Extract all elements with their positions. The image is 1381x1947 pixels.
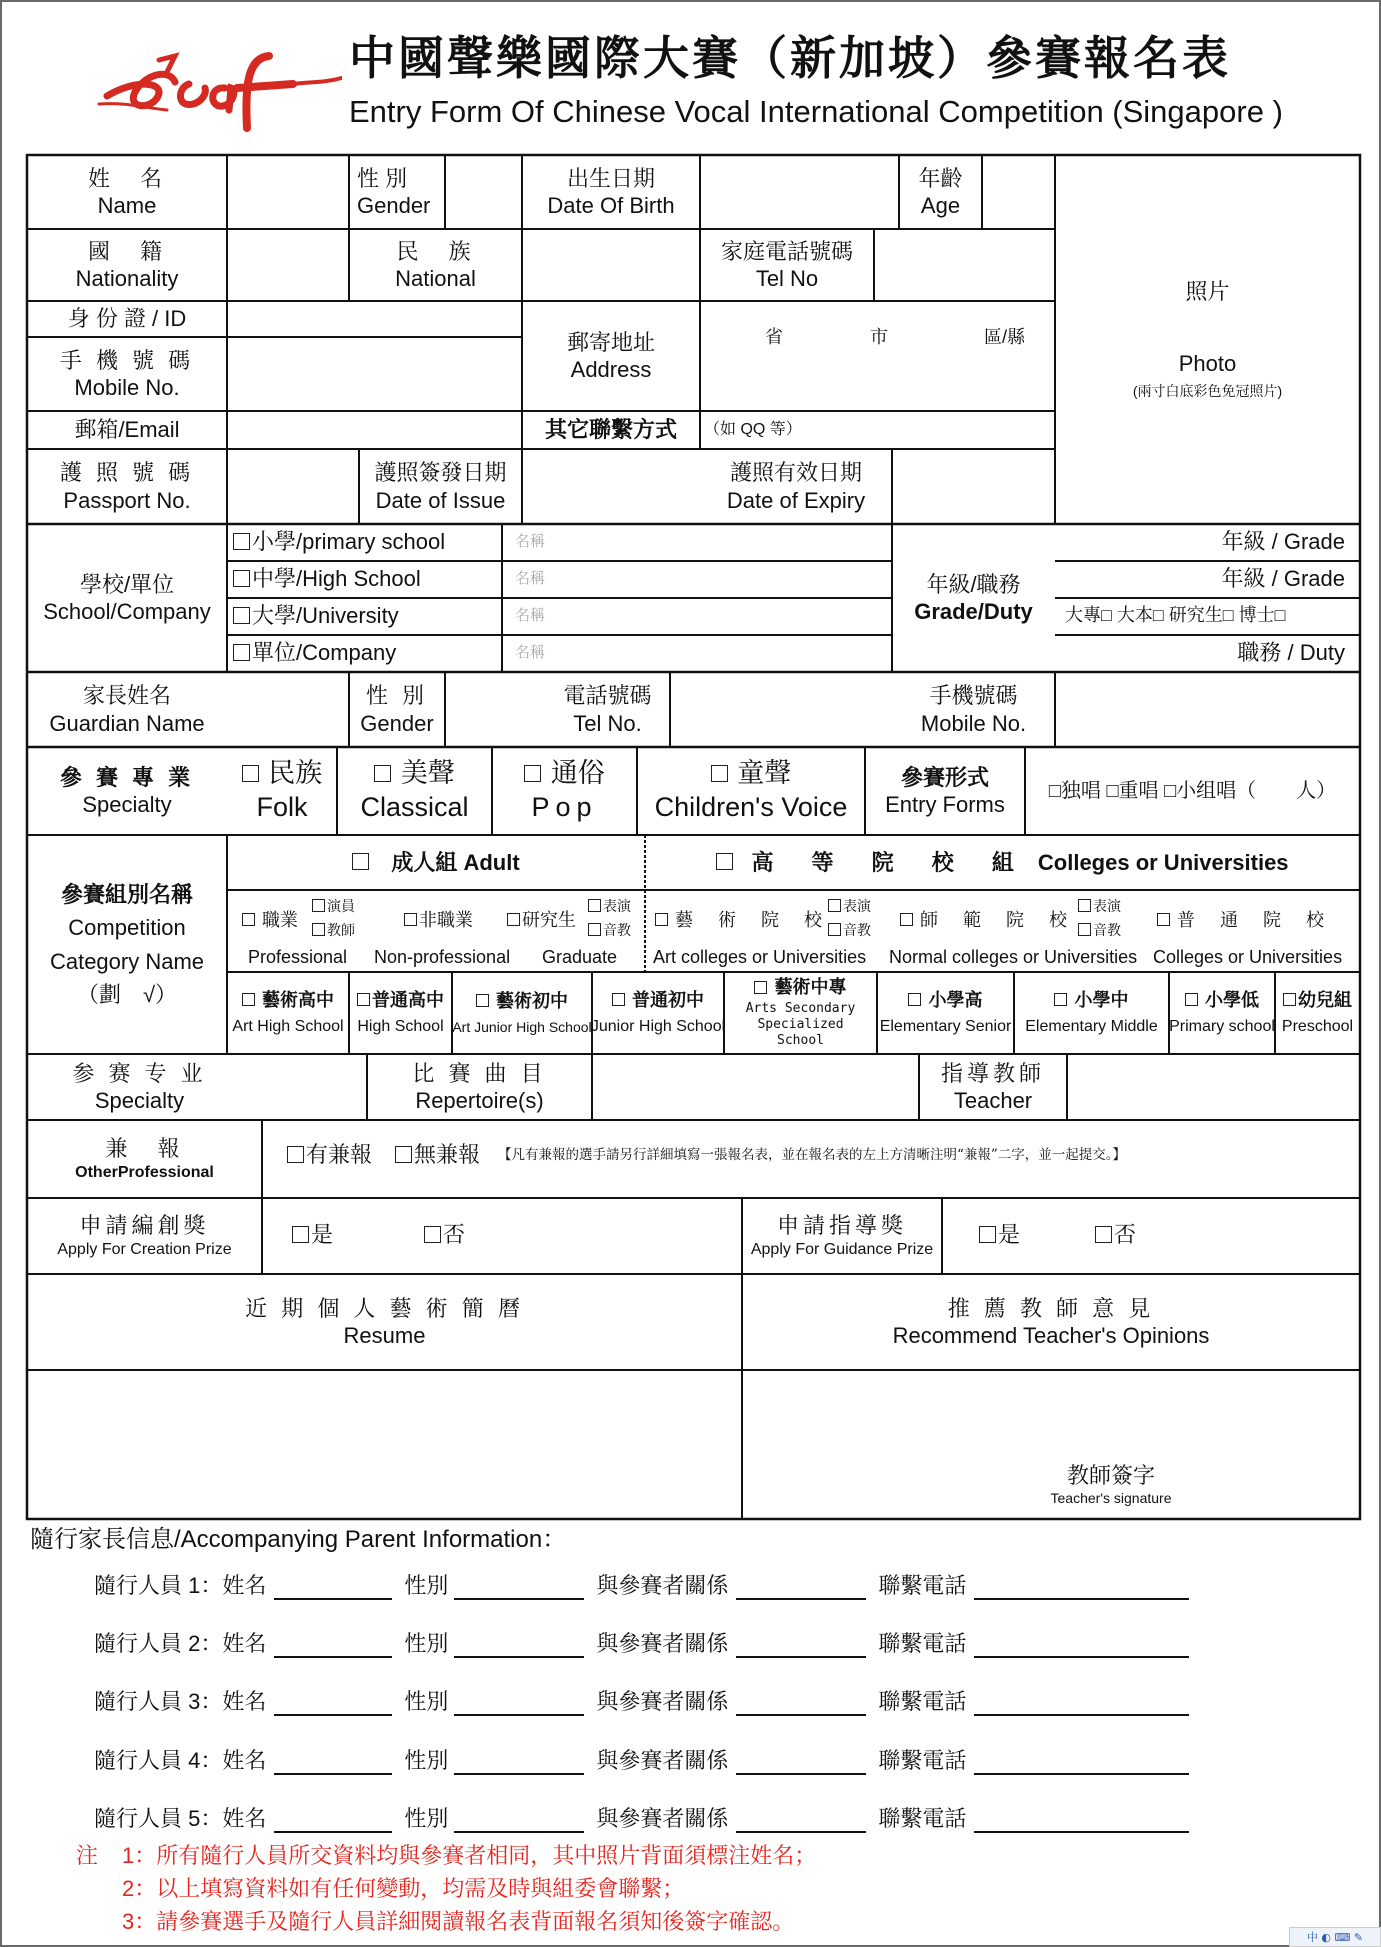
checkbox-icon[interactable] (900, 913, 913, 926)
checkbox-icon[interactable] (711, 765, 728, 782)
guardian-tel-label: 電話號碼 Tel No. (563, 683, 652, 736)
category-normal-perform-option[interactable]: 表演 (1078, 898, 1121, 915)
creation-prize-no[interactable]: 否 (424, 1222, 465, 1248)
category-graduate-option[interactable]: 研究生 (507, 910, 576, 932)
checkbox-icon[interactable] (1078, 899, 1091, 912)
national-label: 民 族 National (395, 238, 476, 291)
checkbox-icon[interactable] (357, 993, 370, 1006)
note-1: 1：所有隨行人員所交資料均與參賽者相同，其中照片背面須標注姓名； (122, 1843, 817, 1868)
notes-prefix: 注 (76, 1843, 99, 1868)
category-graduate-en: Graduate (542, 947, 618, 967)
school-name-field[interactable]: 名稱 (515, 607, 546, 624)
school-label: 學校/單位 School/Company (43, 571, 211, 624)
grade-field-primary[interactable]: 年級 / Grade (1221, 529, 1345, 554)
gender-field[interactable] (445, 155, 522, 229)
entry-forms-label: 參賽形式 Entry Forms (885, 764, 1005, 817)
national-field[interactable] (522, 229, 700, 301)
accompany-row-2: 隨行人員 2：姓名 性別 與參賽者關係 聯繫電話 (94, 1627, 1189, 1658)
relation-field[interactable] (736, 1636, 866, 1658)
school-name-field[interactable]: 名稱 (515, 570, 546, 587)
guardian-mobile-field[interactable] (1055, 672, 1360, 747)
teacher-label: 指導教師 Teacher (940, 1060, 1045, 1113)
id-field[interactable] (227, 301, 522, 337)
checkbox-icon[interactable] (588, 923, 601, 936)
checkbox-icon[interactable] (312, 899, 325, 912)
checkbox-icon[interactable] (979, 1226, 996, 1243)
mobile-field[interactable] (227, 337, 522, 411)
expiry-date-label: 護照有效日期 Date of Expiry (726, 460, 866, 513)
email-label: 郵箱/Email (74, 417, 180, 443)
checkbox-icon[interactable] (233, 533, 250, 550)
category-general-college-en: Colleges or Universities (1153, 947, 1343, 967)
category-college-option[interactable]: 高 等 院 校 組 Colleges or Universities (645, 835, 1360, 890)
checkbox-icon[interactable] (374, 765, 391, 782)
category-nonprofessional-en: Non-professional (374, 947, 511, 967)
other-contact-label: 其它聯繫方式 (544, 417, 677, 443)
creation-prize-label: 申請編創獎 Apply For Creation Prize (57, 1213, 232, 1258)
other-professional-label: 兼 報 OtherProfessional (75, 1136, 214, 1181)
expiry-date-field[interactable] (892, 449, 1055, 524)
age-label: 年齡 Age (918, 165, 963, 218)
checkbox-icon[interactable] (424, 1226, 441, 1243)
checkbox-icon[interactable] (612, 993, 625, 1006)
checkbox-icon[interactable] (1095, 1226, 1112, 1243)
other-contact-field[interactable]: （如 QQ 等） (704, 421, 802, 438)
address-city-label: 市 (870, 327, 888, 347)
grade-field-high[interactable]: 年級 / Grade (1221, 566, 1345, 591)
category-label: 參賽組別名稱 Competition Category Name （劃 √） (49, 881, 205, 1007)
checkbox-icon[interactable] (908, 993, 921, 1006)
repertoire-label: 比 賽 曲 目 Repertoire(s) (412, 1060, 547, 1113)
relation-field[interactable] (736, 1811, 866, 1833)
phone-field[interactable] (974, 1753, 1189, 1775)
checkbox-icon[interactable] (1078, 923, 1091, 936)
checkbox-icon[interactable] (1054, 993, 1067, 1006)
relation-field[interactable] (736, 1753, 866, 1775)
name-field[interactable] (227, 155, 349, 229)
category-professional-option[interactable]: 職業 (242, 910, 298, 932)
category-music-edu-option[interactable]: 音教 (588, 922, 631, 939)
checkbox-icon[interactable] (507, 913, 520, 926)
group-arts-secondary[interactable]: 藝術中專 Arts Secondary Specialized School (745, 977, 856, 1049)
nationality-field[interactable] (227, 229, 349, 301)
gender-field[interactable] (454, 1636, 584, 1658)
resume-label: 近 期 個 人 藝 術 簡 曆 Resume (245, 1295, 524, 1348)
category-general-college-option[interactable]: 普 通 院 校 (1157, 910, 1334, 932)
category-professional-en: Professional (248, 947, 348, 967)
address-district-label: 區/縣 (984, 327, 1026, 347)
group-primary-school[interactable]: 小學低 Primary school (1169, 989, 1275, 1036)
school-option-company[interactable]: 單位/Company (233, 640, 396, 666)
accompany-row-5: 隨行人員 5：姓名 性別 與參賽者關係 聯繫電話 (94, 1802, 1189, 1833)
checkbox-icon[interactable] (395, 1146, 412, 1163)
address-province-label: 省 (765, 327, 783, 347)
address-label: 郵寄地址 Address (566, 329, 655, 382)
gender-field[interactable] (454, 1811, 584, 1833)
ime-icon: 中 ◐ ⌨ ✎ (1306, 1931, 1364, 1944)
nationality-label: 國 籍 Nationality (75, 238, 179, 291)
school-option-primary[interactable]: 小學/primary school (233, 529, 445, 555)
name-label: 姓 名 Name (87, 165, 166, 218)
guidance-prize-no[interactable]: 否 (1095, 1222, 1136, 1248)
group-elementary-senior[interactable]: 小學高 Elementary Senior (879, 989, 1012, 1036)
phone-field[interactable] (974, 1636, 1189, 1658)
checkbox-icon[interactable] (754, 981, 767, 994)
group-elementary-middle[interactable]: 小學中 Elementary Middle (1025, 989, 1158, 1036)
guardian-name-label: 家長姓名 Guardian Name (49, 683, 205, 736)
checkbox-icon[interactable] (233, 644, 250, 661)
checkbox-icon[interactable] (233, 570, 250, 587)
teacher-opinion-label: 推 薦 教 師 意 見 Recommend Teacher's Opinions (892, 1295, 1210, 1348)
specialty-label: 參 賽 專 業 Specialty (59, 764, 195, 817)
duty-field[interactable]: 職務 / Duty (1237, 640, 1345, 665)
accompany-row-1: 隨行人員 1：姓名 性別 與參賽者關係 聯繫電話 (94, 1569, 1189, 1600)
accompany-heading: 隨行家長信息/Accompanying Parent Information： (30, 1526, 567, 1553)
specialty-classical-option[interactable]: 美聲 Classical (360, 758, 469, 822)
checkbox-icon[interactable] (655, 913, 668, 926)
category-perform-option[interactable]: 表演 (588, 898, 631, 915)
accompany-row-4: 隨行人員 4：姓名 性別 與參賽者關係 聯繫電話 (94, 1744, 1189, 1775)
teacher-field[interactable] (1067, 1054, 1360, 1120)
repertoire-field[interactable] (592, 1054, 919, 1120)
gender-label: 性 別 Gender (357, 165, 431, 218)
guardian-gender-label: 性 別 Gender (360, 683, 434, 736)
checkbox-icon[interactable] (242, 765, 259, 782)
category-art-perform-option[interactable]: 表演 (828, 898, 871, 915)
repertoire-specialty-label: 参 赛 专 业 Specialty (72, 1060, 207, 1113)
checkbox-icon[interactable] (242, 913, 255, 926)
form-title-english: Entry Form Of Chinese Vocal International Competition (Singapore ) (349, 94, 1283, 129)
category-adult-option[interactable]: 成人組 Adult (227, 835, 645, 890)
category-nonprofessional-option[interactable]: 非職業 (404, 910, 473, 932)
issue-date-field[interactable] (522, 449, 700, 524)
other-prof-no-option[interactable]: 無兼報 (395, 1142, 480, 1168)
resume-field[interactable] (27, 1370, 742, 1519)
checkbox-icon[interactable] (828, 899, 841, 912)
school-name-field[interactable]: 名稱 (515, 644, 546, 661)
phone-field[interactable] (974, 1578, 1189, 1600)
school-option-high[interactable]: 中學/High School (233, 566, 421, 592)
email-field[interactable] (227, 411, 522, 449)
passport-label: 護 照 號 碼 Passport No. (59, 460, 195, 513)
address-field[interactable] (700, 352, 1055, 411)
guardian-mobile-label: 手機號碼 Mobile No. (920, 683, 1027, 736)
checkbox-icon[interactable] (476, 994, 489, 1007)
checkbox-icon[interactable] (233, 607, 250, 624)
group-art-high-school[interactable]: 藝術高中 Art High School (232, 989, 344, 1036)
category-art-music-edu-option[interactable]: 音教 (828, 922, 871, 939)
issue-date-label: 護照簽發日期 Date of Issue (374, 460, 507, 513)
group-junior-high[interactable]: 普通初中 Junior High School (590, 989, 726, 1036)
guidance-prize-yes[interactable]: 是 (979, 1222, 1020, 1248)
specialty-children-option[interactable]: 童聲 Children's Voice (654, 758, 848, 822)
passport-field[interactable] (227, 449, 359, 524)
guardian-name-field[interactable] (227, 672, 349, 747)
category-actor-option[interactable]: 演員 (312, 898, 355, 915)
other-prof-note: 【凡有兼報的選手請另行詳細填寫一張報名表，並在報名表的左上方清晰注明“兼報”二字，並一起提交。】 (498, 1147, 1127, 1163)
group-art-junior-high[interactable]: 藝術初中 Art Junior High School (452, 991, 592, 1035)
name-field[interactable] (274, 1694, 392, 1716)
school-name-field[interactable]: 名稱 (515, 533, 546, 550)
form-title-chinese: 中國聲樂國際大賽（新加坡）參賽報名表 (349, 31, 1231, 85)
guardian-gender-field[interactable] (445, 672, 545, 747)
id-label: 身 份 證 / ID (67, 306, 187, 332)
photo-box[interactable]: 照片 Photo (兩寸白底彩色免冠照片) (1132, 279, 1283, 400)
checkbox-icon[interactable] (1185, 993, 1198, 1006)
mobile-label: 手 機 號 碼 Mobile No. (59, 347, 195, 400)
dob-label: 出生日期 Date Of Birth (547, 165, 675, 218)
school-option-university[interactable]: 大學/University (233, 603, 399, 629)
entry-forms-options[interactable]: □独唱 □重唱 □小组唱（ 人） (1048, 779, 1337, 802)
home-tel-label: 家庭電話號碼 Tel No (720, 238, 853, 291)
gender-field[interactable] (454, 1694, 584, 1716)
category-teacher-option[interactable]: 教師 (312, 922, 355, 939)
phone-field[interactable] (974, 1811, 1189, 1833)
category-normal-music-edu-option[interactable]: 音教 (1078, 922, 1121, 939)
checkbox-icon[interactable] (716, 853, 733, 870)
grade-duty-label: 年級/職務 Grade/Duty (914, 571, 1033, 624)
gender-field[interactable] (454, 1753, 584, 1775)
name-field[interactable] (274, 1578, 392, 1600)
checkbox-icon[interactable] (287, 1146, 304, 1163)
creation-prize-yes[interactable]: 是 (292, 1222, 333, 1248)
degree-options[interactable]: 大專□ 大本□ 研究生□ 博士□ (1065, 605, 1286, 625)
name-field[interactable] (274, 1811, 392, 1833)
relation-field[interactable] (736, 1694, 866, 1716)
checkbox-icon[interactable] (292, 1226, 309, 1243)
guardian-tel-field[interactable] (670, 672, 892, 747)
category-normal-college-en: Normal colleges or Universities (889, 947, 1138, 967)
category-art-college-en: Art colleges or Universities (653, 947, 867, 967)
other-prof-yes-option[interactable]: 有兼報 (287, 1142, 372, 1168)
group-preschool[interactable]: 幼兒組 Preschool (1281, 989, 1354, 1036)
checkbox-icon[interactable] (1283, 993, 1296, 1006)
checkbox-icon[interactable] (352, 853, 369, 870)
specialty-folk-option[interactable]: 民族 Folk (227, 747, 337, 835)
gender-field[interactable] (454, 1578, 584, 1600)
note-3: 3：請參賽選手及隨行人員詳細閱讀報名表背面報名須知後簽字確認。 (122, 1909, 795, 1934)
home-tel-field[interactable] (874, 229, 1055, 301)
checkbox-icon[interactable] (588, 899, 601, 912)
category-normal-college-option[interactable]: 師 範 院 校 (900, 910, 1077, 932)
checkbox-icon[interactable] (404, 913, 417, 926)
ime-status-bar[interactable] (1289, 1927, 1381, 1947)
note-2: 2：以上填寫資料如有任何變動，均需及時與組委會聯繫； (122, 1876, 685, 1901)
age-field[interactable] (982, 155, 1055, 229)
dob-field[interactable] (700, 155, 899, 229)
name-field[interactable] (274, 1636, 392, 1658)
checkbox-icon[interactable] (312, 923, 325, 936)
specialty-pop-option[interactable]: 通俗 Pop (492, 747, 637, 835)
group-high-school[interactable]: 普通高中 High School (357, 989, 444, 1036)
checkbox-icon[interactable] (524, 765, 541, 782)
name-field[interactable] (274, 1753, 392, 1775)
guidance-prize-label: 申請指導獎 Apply For Guidance Prize (750, 1213, 934, 1258)
checkbox-icon[interactable] (1157, 913, 1170, 926)
category-art-college-option[interactable]: 藝 術 院 校 (655, 910, 832, 932)
phone-field[interactable] (974, 1694, 1189, 1716)
checkbox-icon[interactable] (828, 923, 841, 936)
teacher-opinion-field[interactable]: 教師簽字 Teacher's signature (1050, 1463, 1172, 1506)
relation-field[interactable] (736, 1578, 866, 1600)
checkbox-icon[interactable] (242, 993, 255, 1006)
accompany-row-3: 隨行人員 3：姓名 性別 與參賽者關係 聯繫電話 (94, 1685, 1189, 1716)
